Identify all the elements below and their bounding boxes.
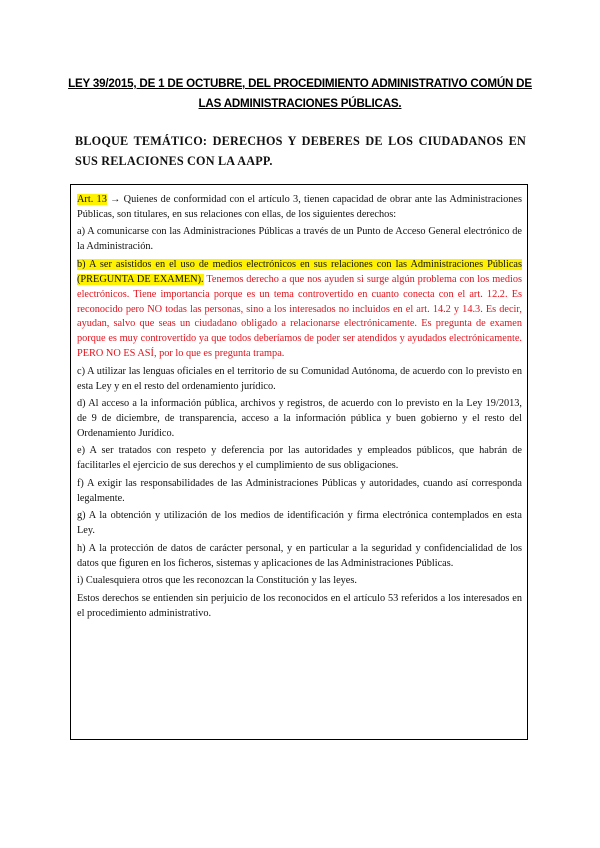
article-box: [70, 184, 528, 740]
right-b-note: Tenemos derecho a que nos ayuden si surge algún problema con los medios electrónicos. Tiene importancia porque es un tema controvertido en cuanto conecta con el art. 12.2. Es reconocido pero NO todas las personas, sino a los interesados no incluidos en el art. 14.2 y 14.3. Es decir, ayudan, salvo que seas un ciudadano obligado a relacionarse electrónicamente. Es pregunta de examen porque es muy controvertido ya que todos deberíamos de poder ser atendidos y ayudados electrónicamente. PERO NO ES ASÍ, por lo que es pregunta trampa.: [77, 273, 522, 360]
document-title: LEY 39/2015, DE 1 DE OCTUBRE, DEL PROCEDIMIENTO ADMINISTRATIVO COMÚN DE LAS ADMINISTRACIONES PÚBLICAS.: [68, 77, 532, 110]
right-d: d) Al acceso a la información pública, archivos y registros, de acuerdo con lo previsto en la Ley 19/2013, de 9 de diciembre, de transparencia, acceso a la información pública y buen gobierno y el resto del Ordenamiento Jurídico.: [77, 398, 522, 439]
right-f: f) A exigir las responsabilidades de las Administraciones Públicas y autoridades, cuando así corresponda legalmente.: [77, 477, 522, 504]
right-b-highlight: b) A ser asistidos en el uso de medios electrónicos en sus relaciones con las Administraciones Públicas (PREGUNTA DE EXAMEN).: [77, 258, 522, 285]
article-intro-text: → Quienes de conformidad con el artículo 3, tienen capacidad de obrar ante las Administraciones Públicas, son titulares, en sus relaciones con ellas, de los siguientes derechos:: [77, 194, 522, 220]
article-intro: [77, 193, 522, 223]
article-label: Art. 13: [77, 194, 107, 205]
right-a: a) A comunicarse con las Administraciones Públicas a través de un Punto de Acceso General electrónico de la Administración.: [77, 226, 522, 253]
right-i: i) Cualesquiera otros que les reconozcan la Constitución y las leyes.: [77, 575, 357, 587]
right-g: g) A la obtención y utilización de los medios de identificación y firma electrónica contemplados en esta Ley.: [77, 510, 522, 537]
right-c: c) A utilizar las lenguas oficiales en el territorio de su Comunidad Autónoma, de acuerdo con lo previsto en esta Ley y en el resto del ordenamiento jurídico.: [77, 365, 522, 392]
right-b: [77, 258, 522, 362]
block-title: BLOQUE TEMÁTICO: DERECHOS Y DEBERES DE LOS CIUDADANOS EN SUS RELACIONES CON LA AAPP.: [75, 134, 526, 168]
closing-paragraph: Estos derechos se entienden sin perjuicio de los reconocidos en el artículo 53 referidos a los interesados en el procedimiento administrativo.: [77, 592, 522, 619]
right-e: e) A ser tratados con respeto y deferencia por las autoridades y empleados públicos, que habrán de facilitarles el ejercicio de sus derechos y el cumplimiento de sus obligaciones.: [77, 445, 522, 472]
right-h: h) A la protección de datos de carácter personal, y en particular a la seguridad y confidencialidad de los datos que figuren en los ficheros, sistemas y aplicaciones de las Administraciones Públicas.: [77, 542, 522, 569]
